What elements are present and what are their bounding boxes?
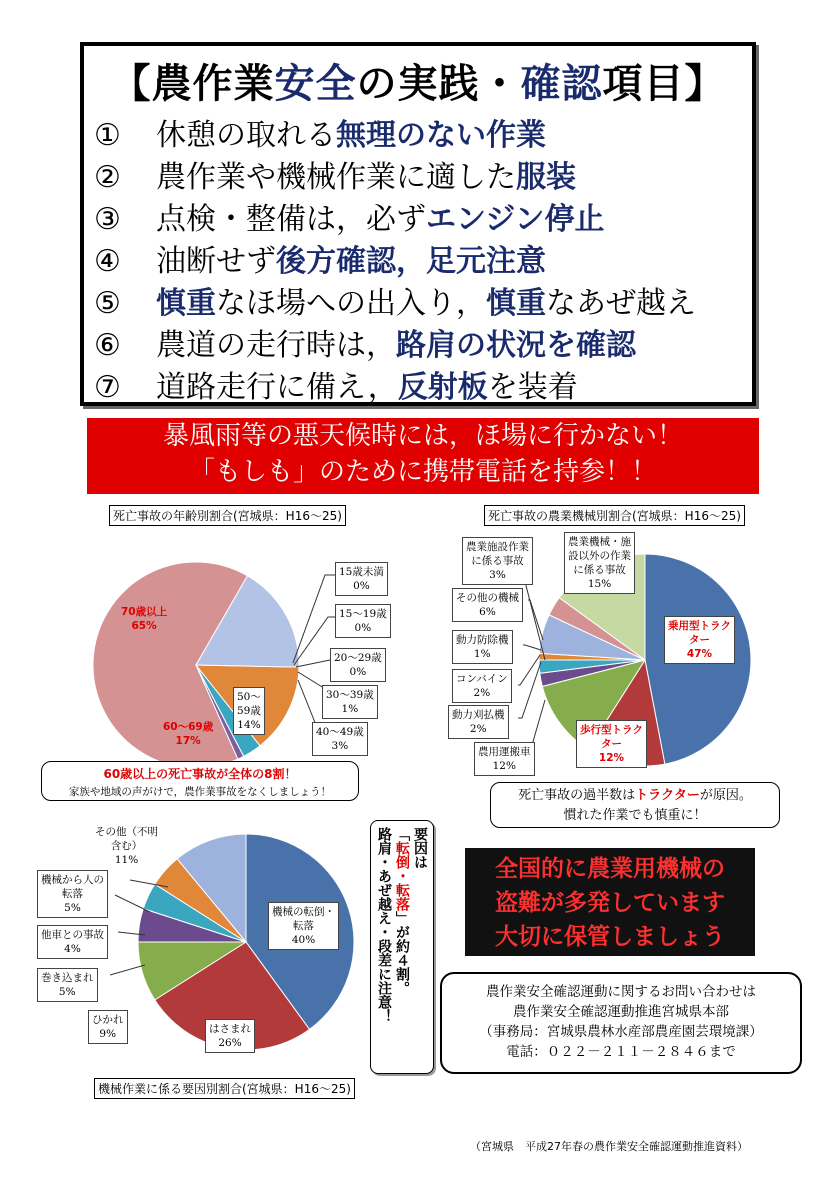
age-chart-note (41, 761, 359, 801)
theft-line-3: 大切に保管しましょう (495, 924, 725, 950)
contact-phone: 電話：０２２－２１１－２８４６まで (506, 1044, 736, 1060)
machine-label-other: その他の機械 6% (452, 588, 523, 622)
contact-line-2: 農作業安全確認運動推進宮城県本部 (513, 1004, 729, 1020)
age-note-sub: 家族や地域の声がけで，農作業事故をなくしましょう！ (68, 786, 332, 798)
banner-line-2: 「もしも」のために携帯電話を持参！！ (188, 457, 657, 487)
checklist-title: 【農作業安全の実践・確認項目】 (110, 61, 726, 107)
age-label-70plus: 70歳以上 65% (121, 606, 168, 632)
theft-line-2: 盗難が多発しています (495, 890, 725, 916)
machine-label-sprayer: 動力防除機 1% (452, 630, 513, 664)
checklist-item: ⑦ 道路走行に備え，反射板を装着 (94, 370, 578, 405)
age-label-15-19: 15～19歳 0% (335, 604, 391, 638)
banner-line-1: 暴風雨等の悪天候時には，ほ場に行かない！ (162, 421, 683, 451)
contact-line-1: 農作業安全確認運動に関するお問い合わせは (486, 984, 756, 1000)
vnote-col-3: 路肩・あぜ越え・段差に注意！ (376, 827, 392, 1023)
machine-label-mower: 動力刈払機 2% (448, 705, 509, 739)
theft-line-1: 全国的に農業用機械の (495, 856, 725, 882)
machine-note-line1: 死亡事故の過半数はトラクターが原因。 (518, 788, 752, 803)
vnote-col-2: 「転倒・転落」が約４割。 (394, 827, 410, 995)
age-note-highlight: 60歳以上の死亡事故が全体の8割！ (103, 767, 297, 781)
age-label-30s: 30～39歳 1% (322, 685, 378, 719)
machine-label-walk-tractor: 歩行型トラク ター 12% (576, 720, 647, 768)
checklist-item: ① 休憩の取れる無理のない作業 (94, 118, 546, 153)
cause-label-hit: ひかれ 9% (88, 1010, 128, 1044)
age-label-20s: 20～29歳 0% (330, 648, 386, 682)
cause-chart-title: 機械作業に係る要因別割合(宮城県：H16～25) (94, 1078, 355, 1099)
checklist-item: ⑥ 農道の走行時は，路肩の状況を確認 (94, 328, 636, 363)
age-label-under15: 15歳未満 0% (335, 562, 388, 596)
cause-label-pinch: はさまれ 26% (205, 1019, 255, 1053)
cause-label-other-car: 他車との事故 4% (37, 925, 108, 959)
age-label-40s: 40～49歳 3% (312, 722, 368, 756)
source-footer: （宮城県 平成27年春の農作業安全確認運動推進資料） (470, 1140, 748, 1153)
theft-warning-box (465, 848, 755, 956)
machine-label-facility: 農業施設作業 に係る事故 3% (462, 537, 533, 585)
machine-label-nonmachine: 農業機械・施 設以外の作業 に係る事故 15% (564, 532, 635, 594)
checklist-item: ④ 油断せず後方確認，足元注意 (94, 244, 546, 279)
checklist-item: ② 農作業や機械作業に適した服装 (94, 160, 576, 195)
cause-label-from-machine: 機械から人の 転落 5% (37, 870, 108, 918)
machine-chart-title: 死亡事故の農業機械別割合(宮城県：H16～25) (484, 505, 745, 526)
cause-label-caught: 巻き込まれ 5% (37, 968, 98, 1002)
age-label-60s: 60～69歳 17% (163, 721, 214, 747)
machine-label-combine: コンバイン 2% (452, 669, 512, 703)
checklist-item: ③ 点検・整備は，必ずエンジン停止 (94, 202, 605, 237)
cause-label-fall: 機械の転倒・ 転落 40% (268, 902, 339, 950)
vnote-col-1: 要因は (412, 827, 428, 869)
contact-box (440, 972, 802, 1074)
checklist-item: ⑤ 慎重なほ場への出入り，慎重なあぜ越え (94, 286, 696, 321)
machine-label-tractor: 乗用型トラク ター 47% (664, 616, 735, 664)
contact-line-3: （事務局：宮城県農林水産部農産園芸環境課） (479, 1024, 763, 1040)
age-chart-title: 死亡事故の年齢別割合(宮城県：H16～25) (109, 505, 346, 526)
age-label-50s: 50～ 59歳 14% (233, 687, 265, 735)
machine-label-truck: 農用運搬車 12% (474, 742, 535, 776)
machine-note-line2: 慣れた作業でも慎重に！ (563, 808, 707, 823)
cause-label-other: その他（不明 含む） 11% (95, 826, 158, 866)
cause-vertical-note (370, 820, 434, 1074)
machine-chart-note (490, 782, 780, 828)
